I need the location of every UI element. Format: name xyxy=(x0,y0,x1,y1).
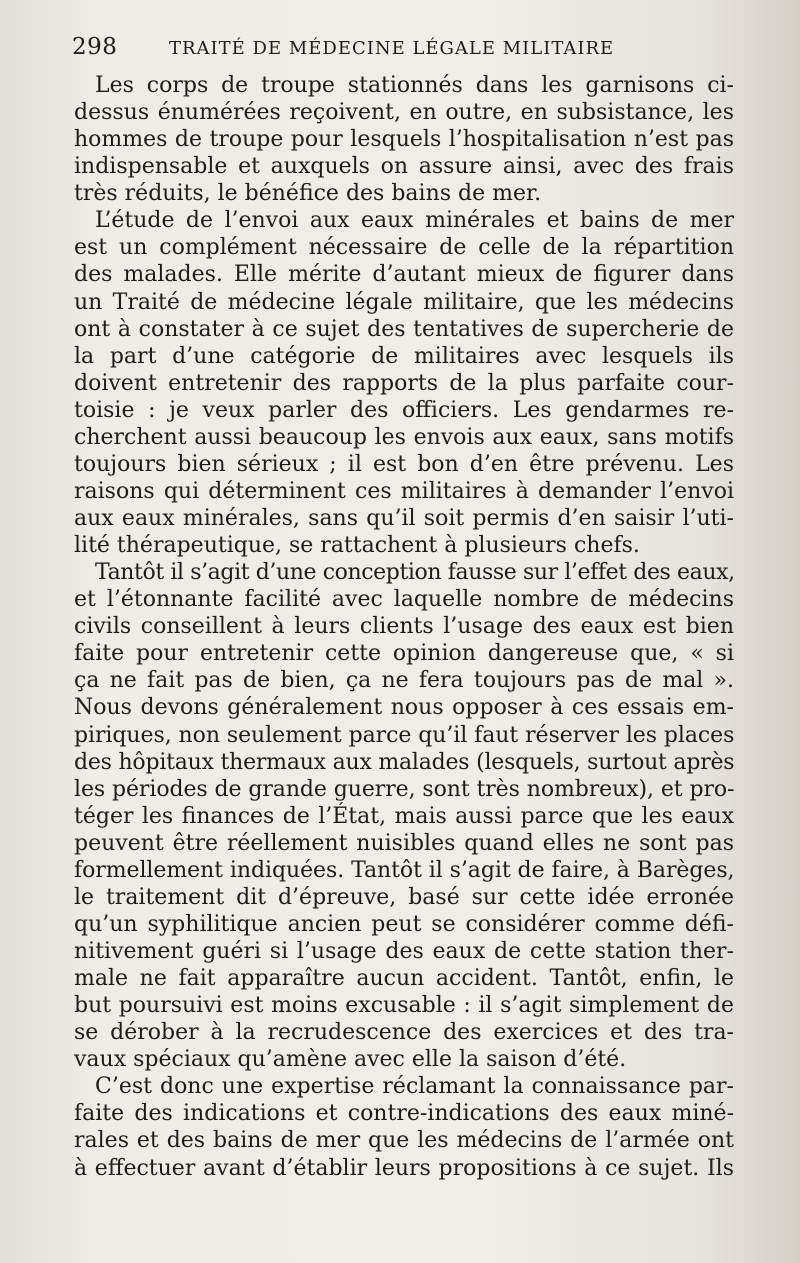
running-title: TRAITÉ DE MÉDECINE LÉGALE MILITAIRE xyxy=(169,38,615,59)
text-line: indispensable et auxquels on assure ainsi, avec des frais xyxy=(74,154,734,180)
text-line: le traitement dit d’épreuve, basé sur cette idée erronée xyxy=(74,884,734,910)
page-number: 298 xyxy=(72,34,118,60)
text-line: L’étude de l’envoi aux eaux minérales et bains de mer xyxy=(95,208,734,234)
text-line: les périodes de grande guerre, sont très nombreux), et pro- xyxy=(74,776,735,802)
text-line: faite des indications et contre-indications des eaux miné- xyxy=(74,1101,734,1127)
text-line: lité thérapeutique, se rattachent à plusieurs chefs. xyxy=(74,533,640,559)
text-line: peuvent être réellement nuisibles quand elles ne sont pas xyxy=(74,830,734,856)
text-line: des malades. Elle mérite d’autant mieux de figurer dans xyxy=(74,262,734,288)
text-line: très réduits, le bénéfice des bains de mer. xyxy=(74,181,542,207)
text-line: cherchent aussi beaucoup les envois aux eaux, sans motifs xyxy=(74,424,734,450)
text-line: qu’un syphilitique ancien peut se considérer comme défi- xyxy=(74,911,734,937)
body-text xyxy=(74,72,734,1182)
text-line: à effectuer avant d’établir leurs propositions à ce sujet. Ils xyxy=(74,1155,734,1181)
text-line: formellement indiquées. Tantôt il s’agit de faire, à Barèges, xyxy=(74,857,735,883)
text-line: un Traité de médecine légale militaire, que les médecins xyxy=(74,289,734,315)
text-line: toujours bien sérieux ; il est bon d’en être prévenu. Les xyxy=(74,451,734,477)
text-line: ça ne fait pas de bien, ça ne fera toujours pas de mal ». xyxy=(74,668,734,694)
text-line: dessus énumérées reçoivent, en outre, en subsistance, les xyxy=(74,100,734,126)
text-line: hommes de troupe pour lesquels l’hospitalisation n’est pas xyxy=(74,127,734,153)
text-line: raisons qui déterminent ces militaires à demander l’envoi xyxy=(74,478,734,504)
text-line: et l’étonnante facilité avec laquelle nombre de médecins xyxy=(74,587,734,613)
text-line: toisie : je veux parler des officiers. Les gendarmes re- xyxy=(74,397,734,423)
page-header xyxy=(72,34,712,64)
text-line: doivent entretenir des rapports de la plus parfaite cour- xyxy=(74,370,734,396)
text-line: Nous devons généralement nous opposer à ces essais em- xyxy=(74,695,734,721)
text-line: est un complément nécessaire de celle de la répartition xyxy=(74,235,734,261)
text-line: des hôpitaux thermaux aux malades (lesquels, surtout après xyxy=(74,749,735,775)
text-line: aux eaux minérales, sans qu’il soit permis d’en saisir l’uti- xyxy=(74,506,734,531)
text-line: male ne fait apparaître aucun accident. Tantôt, enfin, le xyxy=(74,966,734,992)
text-line: Tantôt il s’agit d’une conception fausse sur l’effet des eaux, xyxy=(95,560,735,586)
text-line: la part d’une catégorie de militaires avec lesquels ils xyxy=(74,343,734,369)
text-line: piriques, non seulement parce qu’il faut réserver les places xyxy=(74,722,735,748)
text-line: téger les finances de l’État, mais aussi parce que les eaux xyxy=(74,803,734,829)
text-line: Les corps de troupe stationnés dans les garnisons ci- xyxy=(95,73,734,98)
text-line: rales et des bains de mer que les médecins de l’armée ont xyxy=(74,1128,734,1154)
text-line: faite pour entretenir cette opinion dangereuse que, « si xyxy=(74,641,734,667)
text-line: civils conseillent à leurs clients l’usage des eaux est bien xyxy=(74,614,734,640)
text-line: but poursuivi est moins excusable : il s’agit simplement de xyxy=(74,993,734,1019)
text-line: nitivement guéri si l’usage des eaux de cette station ther- xyxy=(74,939,734,964)
text-line: C’est donc une expertise réclamant la connaissance par- xyxy=(95,1074,734,1100)
text-line: vaux spéciaux qu’amène avec elle la saison d’été. xyxy=(74,1047,627,1073)
text-line: ont à constater à ce sujet des tentatives de supercherie de xyxy=(74,316,734,342)
text-line: se dérober à la recrudescence des exercices et des tra- xyxy=(74,1020,734,1046)
